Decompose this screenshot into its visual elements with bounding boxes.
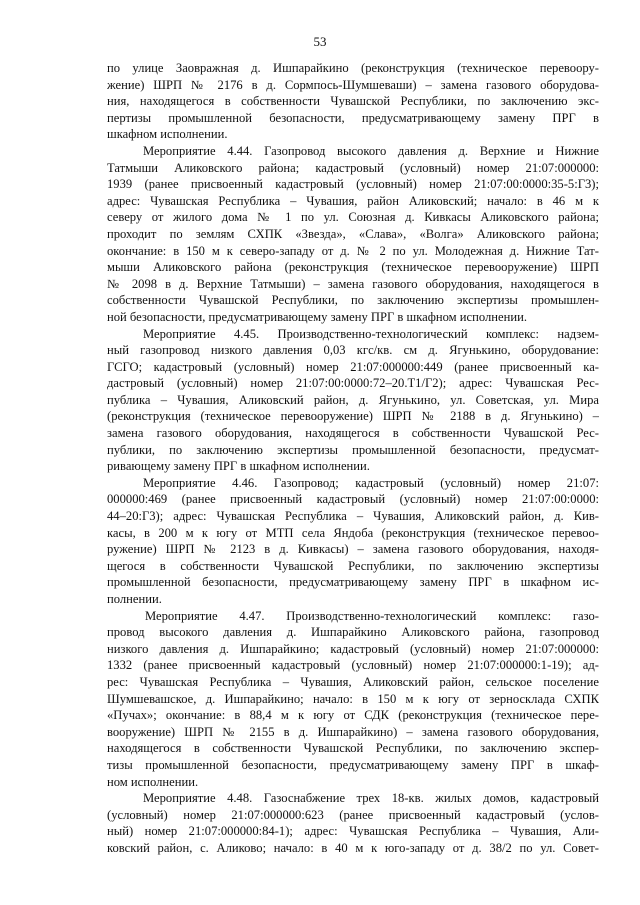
text-line: низкого давления д. Ишпарайкино; кадастровый (условный) номер 21:07:000000: [107, 641, 599, 656]
text-line: мыши Аликовского района (реконструкция (техническое перевооружение) ШРП [107, 260, 599, 275]
text-line: ном исполнении. [107, 774, 199, 789]
text-line: ГСГО; кадастровый (условный) номер 21:07:000000:449 (ранее присвоенный ка- [107, 359, 599, 374]
text-line: замена газового оборудования, находящегося в собственности Чувашской Рес- [107, 426, 599, 441]
text-line: находящегося в собственности Чувашской Республики, по заключению экспер- [107, 741, 599, 756]
text-line: Татмыши Аликовского района; кадастровый (условный) номер 21:07:000000: [107, 160, 599, 175]
text-line: ный) номер 21:07:000000:84-1); адрес: Чувашская Республика – Чувашия, Али- [107, 824, 599, 839]
text-line: ной безопасности, предусматривающему замену ПРГ в шкафном исполнении. [107, 309, 527, 324]
text-line: адрес: Чувашская Республика – Чувашия, район Аликовский; начало: в 46 м к [107, 193, 599, 208]
text-line: Мероприятие 4.48. Газоснабжение трех 18-кв. жилых домов, кадастровый [143, 791, 599, 806]
text-line: промышленной безопасности, предусматривающему замену ПРГ в шкафном ис- [107, 575, 599, 590]
text-line: окончание: в 150 м к северо-западу от д. № 2 по ул. Молодежная д. Нижние Тат- [107, 243, 599, 258]
text-line: тизы промышленной безопасности, предусматривающему замену ПРГ в шкаф- [107, 757, 599, 772]
text-line: жение) ШРП № 2176 в д. Сормпось-Шумшеваши) – замена газового оборудова- [107, 77, 599, 92]
text-line: публики, по заключению экспертизы промышленной безопасности, предусмат- [107, 442, 599, 457]
text-line: вооружение) ШРП № 2155 в д. Ишпарайкино) – замена газового оборудования, [107, 724, 599, 739]
text-line: дастровый (условный) номер 21:07:00:0000:72–20.Т1/Г2); адрес: Чувашская Рес- [107, 376, 599, 391]
text-line: собственности Чувашской Республики, по заключению экспертизы промышлен- [107, 293, 599, 308]
text-line: шкафном исполнении. [107, 127, 228, 142]
text-line: ривающему замену ПРГ в шкафном исполнении. [107, 459, 370, 474]
text-line: ный газопровод низкого давления 0,03 кгс/кв. см д. Ягунькино, оборудование: [107, 343, 599, 358]
text-line: 000000:469 (ранее присвоенный кадастровый (условный) номер 21:07:00:0000: [107, 492, 599, 507]
document-body [107, 60, 599, 857]
text-line: (реконструкция (техническое перевооружение) ШРП № 2188 в д. Ягунькино) – [107, 409, 599, 424]
text-line: ния, находящегося в собственности Чувашской Республики, по заключению экс- [107, 94, 599, 109]
text-line: (условный) номер 21:07:000000:623 (ранее присвоенный кадастровый (услов- [107, 807, 599, 822]
text-line: № 2098 в д. Верхние Татмыши) – замена газового оборудования, находящегося в [107, 276, 599, 291]
text-line: по улице Заовражная д. Ишпарайкино (реконструкция (техническое перевоору- [107, 61, 599, 75]
text-line: рес: Чувашская Республика – Чувашия, Аликовский район, сельское поселение [107, 674, 599, 689]
text-line: Шумшевашское, д. Ишпарайкино; начало: в 150 м к югу от зерносклада СХПК [107, 691, 599, 706]
text-line: проходит по землям СХПК «Звезда», «Слава», «Волга» Аликовского района; [107, 226, 599, 241]
text-line: Мероприятие 4.46. Газопровод; кадастровый (условный) номер 21:07: [143, 475, 599, 490]
text-line: 1332 (ранее присвоенный кадастровый (условный) номер 21:07:000000:1-19); ад- [107, 658, 599, 673]
text-line: провод высокого давления д. Ишпарайкино Аликовского района, газопровод [107, 625, 599, 640]
text-line: касы, в 200 м к югу от МТП села Яндоба (реконструкция (техническое перевоо- [107, 525, 599, 540]
text-line: «Пучах»; окончание: в 88,4 м к югу от СДК (реконструкция (техническое пере- [107, 708, 599, 723]
text-line: 1939 (ранее присвоенный кадастровый (условный) номер 21:07:00:0000:35-5:Г3); [107, 177, 599, 192]
text-line: северу от жилого дома № 1 по ул. Союзная д. Кивкасы Аликовского района; [107, 210, 599, 225]
text-line: ружение) ШРП № 2123 в д. Кивкасы) – замена газового оборудования, находя- [107, 542, 599, 557]
text-line: Мероприятие 4.47. Производственно-технологический комплекс: газо- [145, 608, 599, 623]
text-line: публика – Чувашия, Аликовский район, д. Ягунькино, ул. Советская, ул. Мира [107, 392, 599, 407]
text-line: Мероприятие 4.45. Производственно-технологический комплекс: надзем- [143, 326, 599, 341]
text-line: полнении. [107, 592, 162, 606]
page-number: 53 [313, 34, 327, 49]
text-line: щегося в собственности Чувашской Республики, по заключению экспертизы [107, 558, 599, 573]
text-line: 44–20:Г3); адрес: Чувашская Республика – Чувашия, Аликовский район, д. Кив- [107, 509, 599, 524]
text-line: пертизы промышленной безопасности, предусматривающему замену ПРГ в [107, 110, 599, 125]
text-line: ковский район, с. Аликово; начало: в 40 м к юго-западу от д. 38/2 по ул. Совет- [107, 840, 599, 855]
text-line: Мероприятие 4.44. Газопровод высокого давления д. Верхние и Нижние [143, 143, 599, 158]
